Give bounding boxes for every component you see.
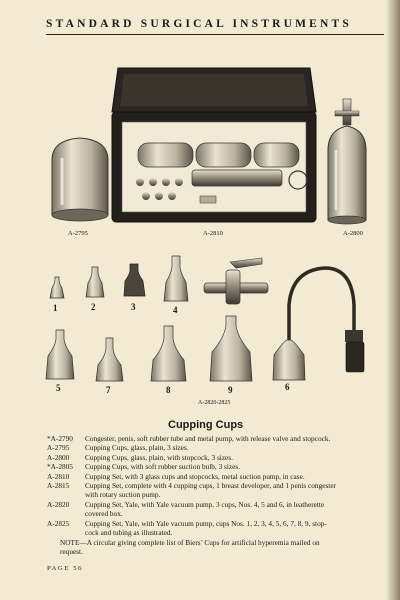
item-list [47,434,389,537]
glass-cup-stopcock-a2800-illustration [328,99,366,224]
cup-2-illustration [86,267,104,297]
cup-5-illustration [46,330,74,379]
label-a2810: A-2810 [203,230,223,237]
item-description: Cupping Cups, glass, plain, 3 sizes. [85,443,189,453]
cup-number-5: 5 [56,383,61,393]
item-description: Cupping Set, complete with 4 cupping cups, 1 breast developer, and 1 penis congester [85,481,336,491]
item-code: A-2815 [47,481,70,491]
cup-number-2: 2 [91,302,96,312]
item-code: *A-2805 [47,462,73,472]
item-code: A-2825 [47,518,70,528]
cup-number-4: 4 [173,305,178,315]
cup-number-8: 8 [166,385,171,395]
item-description: Cupping Cups, glass, plain, with stopcock, 3 sizes. [85,452,233,462]
cup-number-7: 7 [106,385,111,395]
label-a2795: A-2795 [68,230,88,237]
item-row [47,519,389,528]
item-code: *A-2790 [47,434,73,443]
item-row [47,453,389,462]
label-a2820-2825: A-2820-2825 [198,400,231,406]
glass-cup-a2795-illustration [52,138,108,221]
page-number: PAGE 56 [47,565,84,572]
item-description-continued: with rotary suction pump. [85,490,161,500]
page-header: STANDARD SURGICAL INSTRUMENTS [46,18,353,30]
item-description-continued: cock and tubing as illustrated. [85,528,173,538]
item-code: A-2810 [47,471,70,481]
item-row [47,434,389,443]
note-text [60,538,385,557]
cup-4-illustration [164,256,188,301]
cup-number-6: 6 [285,382,290,392]
item-row [47,500,389,509]
item-row [47,481,389,490]
note-line: request. [60,547,83,557]
item-description: Cupping Set, Yale, with Yale vacuum pump, 3 cups, Nos. 4, 5 and 6, in leatherette [85,499,325,509]
cup-6-with-tubing-illustration [273,268,364,380]
cup-number-9: 9 [228,385,233,395]
item-row [47,462,389,471]
item-description: Cupping Cups, with soft rubber suction bulb, 3 sizes. [85,462,241,472]
section-title: Cupping Cups [168,419,244,431]
item-row [47,472,389,481]
label-a2800: A-2800 [343,230,363,237]
stopcock-illustration [204,258,268,304]
item-row [47,443,389,452]
cup-3-illustration [124,264,145,296]
cup-number-1: 1 [53,303,58,313]
item-code: A-2800 [47,452,70,462]
note-line: NOTE—A circular giving complete list of Biers’ Cups for artificial hyperemia mailed on [60,538,320,547]
item-description: Cupping Set, Yale, with Yale vacuum pump, cups Nos. 1, 2, 3, 4, 5, 6, 7, 8, 9, stop- [85,518,327,528]
cup-1-illustration [50,277,64,298]
item-description-continued: covered box. [85,509,123,519]
item-description: Congester, penis, soft rubber tube and metal pump, with release valve and stopcock. [85,434,331,443]
item-code: A-2795 [47,443,70,453]
cupping-set-case-a2810-illustration [112,68,316,222]
cup-7-illustration [96,338,123,381]
item-description: Cupping Set, with 3 glass cups and stopcocks, metal suction pump, in case. [85,471,305,481]
cup-9-illustration [210,316,252,381]
cup-number-3: 3 [131,302,136,312]
cup-8-illustration [151,326,186,381]
item-code: A-2820 [47,499,70,509]
